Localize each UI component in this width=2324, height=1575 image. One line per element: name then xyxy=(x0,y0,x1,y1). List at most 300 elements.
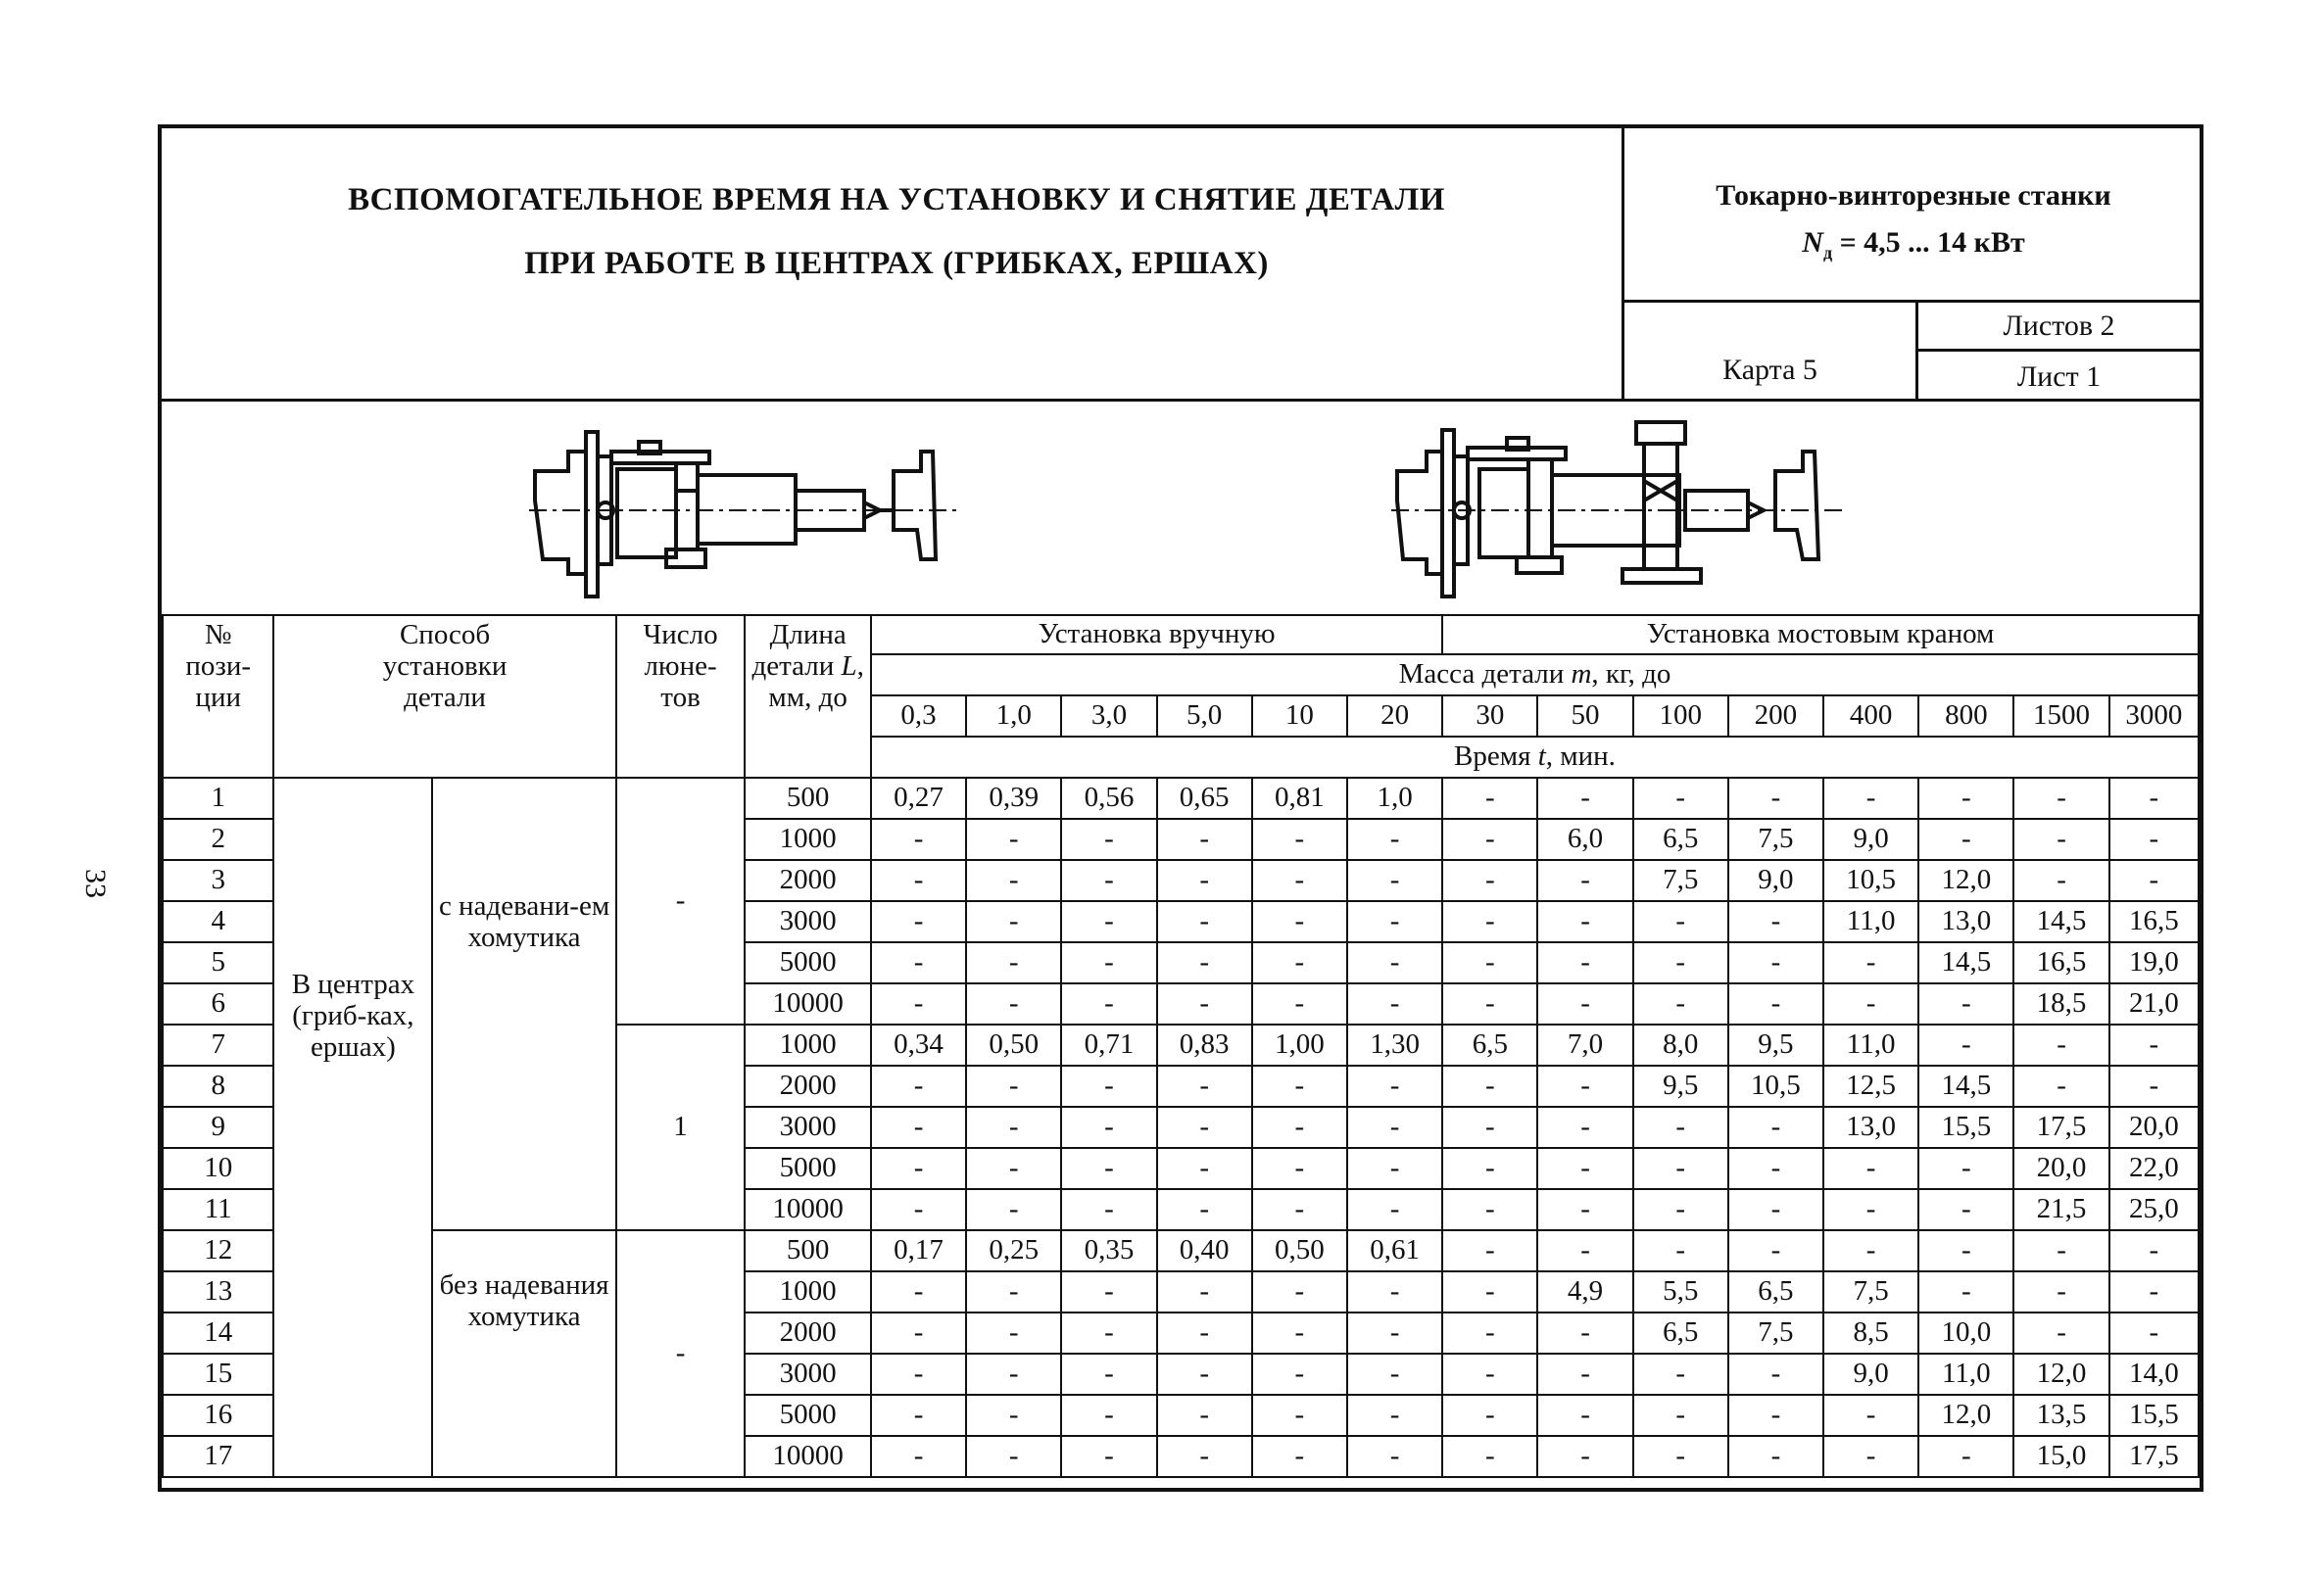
time-value: - xyxy=(1157,983,1252,1025)
time-value: - xyxy=(1252,819,1347,860)
length-value: 1000 xyxy=(745,819,871,860)
row-number: 5 xyxy=(163,942,273,983)
lunettes-none: - xyxy=(616,1230,746,1477)
time-value: - xyxy=(1347,1107,1442,1148)
mass-col-7: 50 xyxy=(1537,695,1632,737)
time-value: - xyxy=(1347,942,1442,983)
time-value: - xyxy=(871,1066,966,1107)
time-value: 14,5 xyxy=(1918,942,2013,983)
length-value: 1000 xyxy=(745,1025,871,1066)
time-value: - xyxy=(1157,860,1252,901)
time-value: - xyxy=(871,1395,966,1436)
time-value: 0,50 xyxy=(966,1025,1061,1066)
time-value: - xyxy=(1061,1107,1156,1148)
time-value: - xyxy=(1537,983,1632,1025)
length-value: 10000 xyxy=(745,1189,871,1230)
time-value: - xyxy=(1157,1189,1252,1230)
time-value: - xyxy=(1157,1436,1252,1477)
length-value: 2000 xyxy=(745,1066,871,1107)
time-value: - xyxy=(1823,1230,1918,1271)
row-number: 16 xyxy=(163,1395,273,1436)
time-value: - xyxy=(1537,1066,1632,1107)
time-value: 6,5 xyxy=(1633,819,1728,860)
time-value: 9,5 xyxy=(1728,1025,1823,1066)
time-value: 8,0 xyxy=(1633,1025,1728,1066)
time-value: - xyxy=(1252,1271,1347,1312)
row-number: 12 xyxy=(163,1230,273,1271)
time-value: - xyxy=(1061,1066,1156,1107)
row-number: 3 xyxy=(163,860,273,901)
time-value: - xyxy=(1442,1395,1537,1436)
time-value: 11,0 xyxy=(1918,1354,2013,1395)
lunettes-none: - xyxy=(616,778,746,1025)
lathe-setup-drawing-1 xyxy=(529,412,970,598)
row-number: 1 xyxy=(163,778,273,819)
time-value: - xyxy=(1823,942,1918,983)
time-value: - xyxy=(966,1066,1061,1107)
time-value: - xyxy=(1633,1354,1728,1395)
lathe-setup-drawing-2 xyxy=(1391,412,1979,598)
length-value: 10000 xyxy=(745,983,871,1025)
time-value: - xyxy=(1918,778,2013,819)
time-value: 9,0 xyxy=(1728,860,1823,901)
time-value: - xyxy=(1442,983,1537,1025)
time-value: 1,30 xyxy=(1347,1025,1442,1066)
row-number: 15 xyxy=(163,1354,273,1395)
time-value: - xyxy=(966,901,1061,942)
time-value: - xyxy=(1823,1395,1918,1436)
time-value: 10,0 xyxy=(1918,1312,2013,1354)
time-value: 6,5 xyxy=(1633,1312,1728,1354)
time-value: - xyxy=(2013,1312,2108,1354)
time-value: 9,0 xyxy=(1823,819,1918,860)
time-value: - xyxy=(1537,942,1632,983)
length-value: 5000 xyxy=(745,1395,871,1436)
time-value: - xyxy=(1918,819,2013,860)
length-value: 3000 xyxy=(745,1107,871,1148)
time-value: - xyxy=(1442,819,1537,860)
time-value: - xyxy=(1537,1354,1632,1395)
time-value: 0,65 xyxy=(1157,778,1252,819)
header-method: Способ установки детали xyxy=(273,615,615,778)
mass-col-12: 1500 xyxy=(2013,695,2108,737)
mass-col-6: 30 xyxy=(1442,695,1537,737)
time-value: - xyxy=(1442,1271,1537,1312)
time-value: - xyxy=(1252,1148,1347,1189)
time-value: - xyxy=(2013,1230,2108,1271)
length-value: 10000 xyxy=(745,1436,871,1477)
time-value: - xyxy=(966,1436,1061,1477)
time-value: - xyxy=(871,1189,966,1230)
time-value: - xyxy=(1347,1436,1442,1477)
time-value: - xyxy=(1537,1312,1632,1354)
time-value: 0,40 xyxy=(1157,1230,1252,1271)
time-value: - xyxy=(2013,1066,2108,1107)
length-value: 3000 xyxy=(745,901,871,942)
time-value: - xyxy=(1823,1189,1918,1230)
time-value: - xyxy=(1442,942,1537,983)
time-value: - xyxy=(1823,983,1918,1025)
length-value: 1000 xyxy=(745,1271,871,1312)
time-value: - xyxy=(1918,1148,2013,1189)
row-number: 7 xyxy=(163,1025,273,1066)
mass-col-1: 1,0 xyxy=(966,695,1061,737)
time-value: - xyxy=(1061,1312,1156,1354)
time-value: - xyxy=(1918,1025,2013,1066)
time-value: - xyxy=(2109,1230,2199,1271)
time-value: - xyxy=(1633,1230,1728,1271)
time-value: - xyxy=(1728,1354,1823,1395)
time-value: - xyxy=(1347,1066,1442,1107)
time-value: 9,5 xyxy=(1633,1066,1728,1107)
header-hline-1 xyxy=(1622,300,2200,303)
time-value: - xyxy=(1061,860,1156,901)
table-row xyxy=(163,1230,2199,1271)
time-value: 8,5 xyxy=(1823,1312,1918,1354)
time-value: - xyxy=(1537,1189,1632,1230)
time-value: - xyxy=(966,942,1061,983)
time-value: 0,83 xyxy=(1157,1025,1252,1066)
time-value: 20,0 xyxy=(2013,1148,2108,1189)
time-value: 0,27 xyxy=(871,778,966,819)
time-value: - xyxy=(2013,778,2108,819)
time-value: 6,5 xyxy=(1728,1271,1823,1312)
card-number: Карта 5 xyxy=(1722,354,1817,386)
time-value: - xyxy=(1537,778,1632,819)
header-manual: Установка вручную xyxy=(871,615,1442,654)
time-value: 12,5 xyxy=(1823,1066,1918,1107)
time-value: 7,5 xyxy=(1728,1312,1823,1354)
row-number: 14 xyxy=(163,1312,273,1354)
time-value: - xyxy=(1061,1148,1156,1189)
time-value: 10,5 xyxy=(1728,1066,1823,1107)
time-value: - xyxy=(1252,901,1347,942)
time-value: - xyxy=(1347,860,1442,901)
time-value: - xyxy=(2013,1025,2108,1066)
time-value: 0,56 xyxy=(1061,778,1156,819)
time-value: - xyxy=(1442,778,1537,819)
machine-type: Токарно-винторезные станки xyxy=(1716,179,2111,212)
header-bottom-line xyxy=(162,399,2200,402)
time-value: - xyxy=(871,819,966,860)
header-hline-2 xyxy=(1915,349,2200,352)
time-value: - xyxy=(1252,983,1347,1025)
time-value: - xyxy=(1157,942,1252,983)
time-value: - xyxy=(1347,1148,1442,1189)
title-line-1: ВСПОМОГАТЕЛЬНОЕ ВРЕМЯ НА УСТАНОВКУ И СНЯТИЕ ДЕТАЛИ xyxy=(348,182,1445,217)
header-length: Длина детали L, мм, до xyxy=(745,615,871,778)
mass-col-2: 3,0 xyxy=(1061,695,1156,737)
sheet-number: Лист 1 xyxy=(2016,360,2102,393)
time-value: - xyxy=(2109,778,2199,819)
time-value: - xyxy=(966,860,1061,901)
time-value: - xyxy=(1157,1354,1252,1395)
method-without-clamp: без надевания хомутика xyxy=(432,1230,615,1477)
time-value: - xyxy=(1442,1312,1537,1354)
row-number: 13 xyxy=(163,1271,273,1312)
length-value: 5000 xyxy=(745,1148,871,1189)
table-row xyxy=(163,778,2199,819)
time-value: - xyxy=(1061,1395,1156,1436)
time-value: - xyxy=(1918,1189,2013,1230)
length-value: 3000 xyxy=(745,1354,871,1395)
time-value: - xyxy=(2109,1025,2199,1066)
time-value: - xyxy=(871,1148,966,1189)
time-value: - xyxy=(1633,1436,1728,1477)
time-value: 1,0 xyxy=(1347,778,1442,819)
header-crane: Установка мостовым краном xyxy=(1442,615,2199,654)
time-value: - xyxy=(2109,860,2199,901)
time-value: - xyxy=(1537,860,1632,901)
time-value: - xyxy=(1728,1395,1823,1436)
time-value: - xyxy=(1442,1189,1537,1230)
time-value: - xyxy=(1061,1354,1156,1395)
time-value: - xyxy=(1633,778,1728,819)
time-value: - xyxy=(1633,942,1728,983)
mass-col-5: 20 xyxy=(1347,695,1442,737)
time-value: - xyxy=(1061,1189,1156,1230)
time-value: 16,5 xyxy=(2013,942,2108,983)
mass-col-3: 5,0 xyxy=(1157,695,1252,737)
row-number: 6 xyxy=(163,983,273,1025)
time-value: - xyxy=(1918,1436,2013,1477)
time-value: - xyxy=(1061,942,1156,983)
time-value: 0,50 xyxy=(1252,1230,1347,1271)
time-value: - xyxy=(1442,1436,1537,1477)
time-value: 21,0 xyxy=(2109,983,2199,1025)
time-value: 0,25 xyxy=(966,1230,1061,1271)
time-value: - xyxy=(1061,1436,1156,1477)
time-value: - xyxy=(966,819,1061,860)
time-value: - xyxy=(1157,901,1252,942)
time-value: - xyxy=(1633,1395,1728,1436)
time-value: - xyxy=(1728,778,1823,819)
time-value: - xyxy=(1252,1436,1347,1477)
time-value: 13,0 xyxy=(1918,901,2013,942)
time-value: - xyxy=(1061,901,1156,942)
time-value: 15,5 xyxy=(1918,1107,2013,1148)
mass-col-8: 100 xyxy=(1633,695,1728,737)
time-value: - xyxy=(871,1107,966,1148)
time-value: - xyxy=(1347,1395,1442,1436)
time-value: 25,0 xyxy=(2109,1189,2199,1230)
time-value: - xyxy=(1633,1189,1728,1230)
time-value: - xyxy=(1918,1271,2013,1312)
time-value: 10,5 xyxy=(1823,860,1918,901)
header-position: № пози- ции xyxy=(163,615,273,778)
time-value: - xyxy=(1728,1107,1823,1148)
time-value: - xyxy=(1157,1395,1252,1436)
time-value: - xyxy=(1728,1230,1823,1271)
time-value: 13,5 xyxy=(2013,1395,2108,1436)
time-value: - xyxy=(1157,819,1252,860)
time-value: - xyxy=(1442,901,1537,942)
time-value: 6,0 xyxy=(1537,819,1632,860)
time-value: 15,0 xyxy=(2013,1436,2108,1477)
row-number: 2 xyxy=(163,819,273,860)
time-value: - xyxy=(1252,860,1347,901)
header-lunettes: Число люне- тов xyxy=(616,615,746,778)
time-value: - xyxy=(1347,1312,1442,1354)
time-value: - xyxy=(1918,1230,2013,1271)
time-value: 0,35 xyxy=(1061,1230,1156,1271)
time-value: - xyxy=(871,1354,966,1395)
time-value: 14,0 xyxy=(2109,1354,2199,1395)
time-value: - xyxy=(1061,1271,1156,1312)
method-main: В центрах (гриб-ках, ершах) xyxy=(273,778,432,1477)
time-value: 17,5 xyxy=(2109,1436,2199,1477)
time-value: - xyxy=(1442,1066,1537,1107)
document-frame xyxy=(158,124,2203,1492)
row-number: 10 xyxy=(163,1148,273,1189)
time-value: - xyxy=(1252,1312,1347,1354)
header-time: Время t, мин. xyxy=(871,737,2199,778)
time-value: - xyxy=(1823,1148,1918,1189)
time-value: 21,5 xyxy=(2013,1189,2108,1230)
time-value: - xyxy=(1442,1107,1537,1148)
length-value: 2000 xyxy=(745,1312,871,1354)
row-number: 4 xyxy=(163,901,273,942)
time-value: - xyxy=(1347,819,1442,860)
time-value: - xyxy=(1252,1395,1347,1436)
mass-col-11: 800 xyxy=(1918,695,2013,737)
time-value: 0,39 xyxy=(966,778,1061,819)
time-value: 12,0 xyxy=(2013,1354,2108,1395)
time-value: - xyxy=(1537,1107,1632,1148)
time-value: - xyxy=(1157,1271,1252,1312)
time-value: 17,5 xyxy=(2013,1107,2108,1148)
time-value: - xyxy=(1633,1107,1728,1148)
time-value: - xyxy=(1442,1230,1537,1271)
time-value: 7,5 xyxy=(1633,860,1728,901)
time-value: 14,5 xyxy=(1918,1066,2013,1107)
time-value: 22,0 xyxy=(2109,1148,2199,1189)
title-line-2: ПРИ РАБОТЕ В ЦЕНТРАХ (ГРИБКАХ, ЕРШАХ) xyxy=(524,246,1269,281)
sheets-total: Листов 2 xyxy=(2003,310,2115,342)
time-value: 0,17 xyxy=(871,1230,966,1271)
time-value: - xyxy=(1537,1436,1632,1477)
time-value: 7,5 xyxy=(1728,819,1823,860)
time-value: - xyxy=(871,901,966,942)
time-value: 1,00 xyxy=(1252,1025,1347,1066)
time-value: 12,0 xyxy=(1918,860,2013,901)
time-value: 0,61 xyxy=(1347,1230,1442,1271)
time-value: 13,0 xyxy=(1823,1107,1918,1148)
time-value: - xyxy=(1537,1148,1632,1189)
time-value: - xyxy=(2013,1271,2108,1312)
time-value: - xyxy=(1442,860,1537,901)
page-number: 33 xyxy=(79,869,112,898)
time-value: - xyxy=(1347,1189,1442,1230)
time-value: - xyxy=(1347,1271,1442,1312)
time-value: - xyxy=(1633,983,1728,1025)
time-value: - xyxy=(1537,1395,1632,1436)
time-value: - xyxy=(966,1312,1061,1354)
time-value: - xyxy=(966,1271,1061,1312)
time-value: 11,0 xyxy=(1823,1025,1918,1066)
time-value: - xyxy=(1157,1148,1252,1189)
time-value: - xyxy=(966,1189,1061,1230)
time-value: 18,5 xyxy=(2013,983,2108,1025)
time-value: - xyxy=(1252,942,1347,983)
mass-col-9: 200 xyxy=(1728,695,1823,737)
length-value: 500 xyxy=(745,1230,871,1271)
time-value: - xyxy=(871,1271,966,1312)
time-value: 16,5 xyxy=(2109,901,2199,942)
time-value: - xyxy=(2013,819,2108,860)
time-value: 9,0 xyxy=(1823,1354,1918,1395)
time-value: - xyxy=(2109,1066,2199,1107)
time-value: - xyxy=(1347,1354,1442,1395)
header-mass: Масса детали m, кг, до xyxy=(871,654,2199,695)
time-value: - xyxy=(1061,819,1156,860)
time-table xyxy=(162,614,2200,1478)
method-with-clamp: с надевани-ем хомутика xyxy=(432,778,615,1230)
time-value: 20,0 xyxy=(2109,1107,2199,1148)
time-value: - xyxy=(1728,1189,1823,1230)
time-value: 6,5 xyxy=(1442,1025,1537,1066)
time-value: - xyxy=(1442,1354,1537,1395)
time-value: - xyxy=(966,1107,1061,1148)
time-value: 7,0 xyxy=(1537,1025,1632,1066)
time-value: - xyxy=(1061,983,1156,1025)
time-value: 0,71 xyxy=(1061,1025,1156,1066)
machine-power: $N_д = 4,5$ ... 14 кВт xyxy=(1802,226,2025,262)
time-value: - xyxy=(966,1354,1061,1395)
time-value: 0,81 xyxy=(1252,778,1347,819)
row-number: 17 xyxy=(163,1436,273,1477)
time-value: - xyxy=(1728,942,1823,983)
time-value: 0,34 xyxy=(871,1025,966,1066)
time-value: - xyxy=(1157,1107,1252,1148)
mass-col-10: 400 xyxy=(1823,695,1918,737)
time-value: - xyxy=(871,860,966,901)
time-value: - xyxy=(1252,1354,1347,1395)
time-value: - xyxy=(1728,901,1823,942)
length-value: 500 xyxy=(745,778,871,819)
time-value: - xyxy=(1728,1436,1823,1477)
time-value: 4,9 xyxy=(1537,1271,1632,1312)
length-value: 2000 xyxy=(745,860,871,901)
time-value: - xyxy=(1823,778,1918,819)
time-value: - xyxy=(966,983,1061,1025)
time-value: - xyxy=(1537,1230,1632,1271)
time-value: - xyxy=(1537,901,1632,942)
mass-col-13: 3000 xyxy=(2109,695,2199,737)
time-value: 7,5 xyxy=(1823,1271,1918,1312)
length-value: 5000 xyxy=(745,942,871,983)
time-value: - xyxy=(1252,1189,1347,1230)
mass-col-4: 10 xyxy=(1252,695,1347,737)
time-value: 5,5 xyxy=(1633,1271,1728,1312)
time-value: - xyxy=(966,1148,1061,1189)
time-value: 19,0 xyxy=(2109,942,2199,983)
time-value: - xyxy=(1633,1148,1728,1189)
mass-col-0: 0,3 xyxy=(871,695,966,737)
row-number: 9 xyxy=(163,1107,273,1148)
time-value: - xyxy=(1823,1436,1918,1477)
lunettes-one: 1 xyxy=(616,1025,746,1230)
time-value: - xyxy=(1252,1066,1347,1107)
time-value: - xyxy=(1633,901,1728,942)
row-number: 11 xyxy=(163,1189,273,1230)
time-value: - xyxy=(1157,1312,1252,1354)
time-value: - xyxy=(1728,1148,1823,1189)
time-value: - xyxy=(871,1436,966,1477)
time-value: 11,0 xyxy=(1823,901,1918,942)
time-value: - xyxy=(966,1395,1061,1436)
time-value: - xyxy=(2109,819,2199,860)
